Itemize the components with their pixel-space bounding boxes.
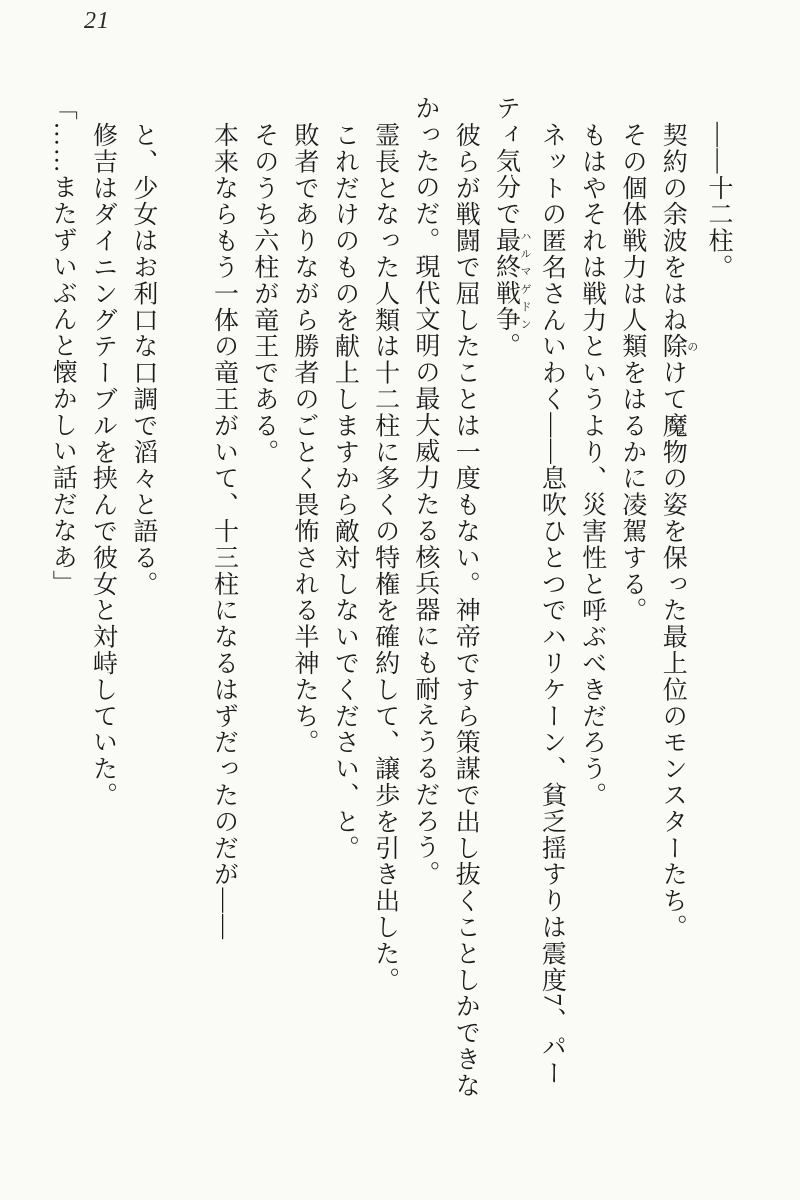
text-line: 本来ならもう一体の竜王がいて、十三柱になるはずだったのだが―― (210, 121, 238, 940)
prose-block (42, 95, 738, 1109)
ruby-annotated-word: 除 の (659, 332, 698, 360)
text-line: 敗者でありながら勝者のごとく畏怖される半神たち。 (291, 121, 319, 756)
blank-line (163, 95, 203, 1109)
text-line: 修吉はダイニングテーブルを挟んで彼女と対峙していた。 (89, 121, 117, 808)
text-line: 「……またずいぶんと懐かしい話だなあ」 (49, 95, 77, 597)
text-line: 霊長となった人類は十二柱に多くの特権を確約して、譲歩を引き出した。 (371, 121, 399, 993)
text-line: そのうち六柱が竜王である。 (250, 121, 278, 465)
page-number: 21 (84, 8, 110, 34)
text-line: かったのだ。現代文明の最大威力たる核兵器にも耐えうるだろう。 (411, 95, 439, 887)
text-line: 彼らが戦闘で屈したことは一度もない。神帝ですら策謀で出し抜くことしかできな (452, 121, 480, 1099)
text-line: ――十二柱。 (705, 121, 732, 280)
text-line: ネットの匿名さんいわく――息吹ひとつでハリケーン、貧乏揺すりは震度7、パー (538, 121, 566, 1086)
text-line: 契約の余波をはね除 のけて魔物の姿を保った最上位のモンスターたち。 (659, 121, 698, 940)
text-line: これだけのものを献上しますから敵対しないでください、と。 (331, 121, 359, 861)
text-line: と、少女はお利口な口調で滔々と語る。 (129, 121, 157, 597)
text-line: もはやそれは戦力というより、災害性と呼ぶべきだろう。 (578, 121, 606, 808)
text-line: その個体戦力は人類をはるかに凌駕する。 (618, 121, 646, 624)
text-line: ティ気分で最終戦争 ハルマゲドン。 (492, 95, 532, 360)
ruby-annotated-word: 最終戦争 ハルマゲドン (492, 227, 532, 333)
